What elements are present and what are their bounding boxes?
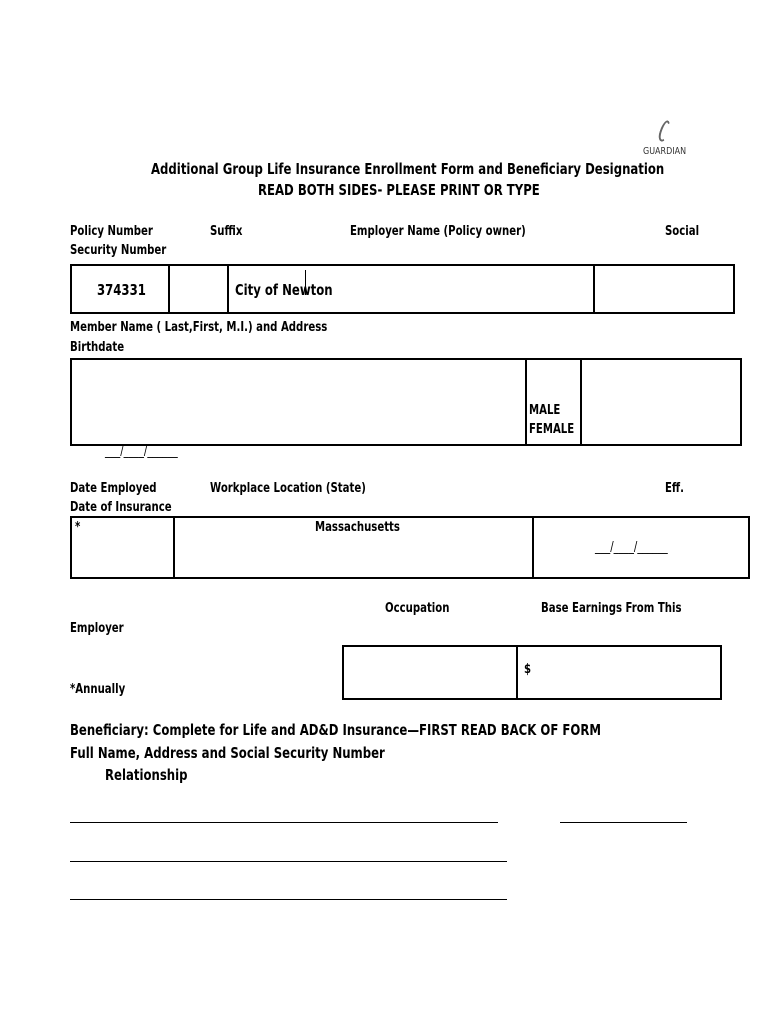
beneficiary-name-line-1[interactable] [70, 822, 498, 823]
female-option[interactable]: FEMALE [529, 422, 575, 437]
divider [525, 360, 527, 444]
date-employed-label: Date Employed [70, 481, 157, 496]
social-label: Social [665, 224, 700, 239]
form-title: Additional Group Life Insurance Enrollment Form and Beneficiary Designation [151, 160, 665, 178]
divider [227, 266, 229, 312]
guardian-logo [640, 120, 690, 160]
divider [532, 518, 534, 577]
divider [580, 360, 582, 444]
policy-number-field[interactable]: 374331 [97, 281, 146, 299]
divider [168, 266, 170, 312]
policy-row [70, 264, 735, 314]
member-info-box [70, 358, 742, 446]
guardian-logo-icon [657, 119, 672, 143]
beneficiary-subheading: Full Name, Address and Social Security Number [70, 744, 385, 762]
employer-name-field[interactable]: City of Newton [235, 281, 333, 299]
birthdate-field[interactable]: ___/____/______ [105, 444, 178, 459]
beneficiary-heading: Beneficiary: Complete for Life and AD&D Insurance—FIRST READ BACK OF FORM [70, 721, 602, 739]
employer-label: Employer [70, 621, 124, 636]
workplace-state-field[interactable]: Massachusetts [315, 520, 400, 535]
eff-date-field[interactable]: ___/____/______ [595, 540, 668, 555]
employer-name-label: Employer Name (Policy owner) [350, 224, 526, 239]
security-number-label: Security Number [70, 243, 167, 258]
policy-number-label: Policy Number [70, 224, 153, 239]
annually-label: *Annually [70, 682, 126, 697]
beneficiary-name-line-3[interactable] [70, 899, 507, 900]
divider [173, 518, 175, 577]
beneficiary-relationship-line-1[interactable] [560, 822, 687, 823]
birthdate-label: Birthdate [70, 340, 125, 355]
divider [593, 266, 595, 312]
beneficiary-name-line-2[interactable] [70, 861, 507, 862]
guardian-logo-text: GUARDIAN [643, 146, 687, 157]
form-subtitle: READ BOTH SIDES- PLEASE PRINT OR TYPE [258, 181, 540, 199]
occupation-label: Occupation [385, 601, 450, 616]
member-name-label: Member Name ( Last,First, M.I.) and Address [70, 320, 328, 335]
date-employed-field[interactable]: * [75, 520, 81, 535]
relationship-label: Relationship [105, 766, 188, 784]
suffix-label: Suffix [210, 224, 243, 239]
date-of-insurance-label: Date of Insurance [70, 500, 172, 515]
divider [516, 647, 518, 698]
eff-label: Eff. [665, 481, 685, 496]
occupation-earnings-box [342, 645, 722, 700]
base-earnings-label: Base Earnings From This [541, 601, 682, 616]
currency-symbol: $ [524, 662, 532, 677]
workplace-location-label: Workplace Location (State) [210, 481, 366, 496]
male-option[interactable]: MALE [529, 403, 561, 418]
